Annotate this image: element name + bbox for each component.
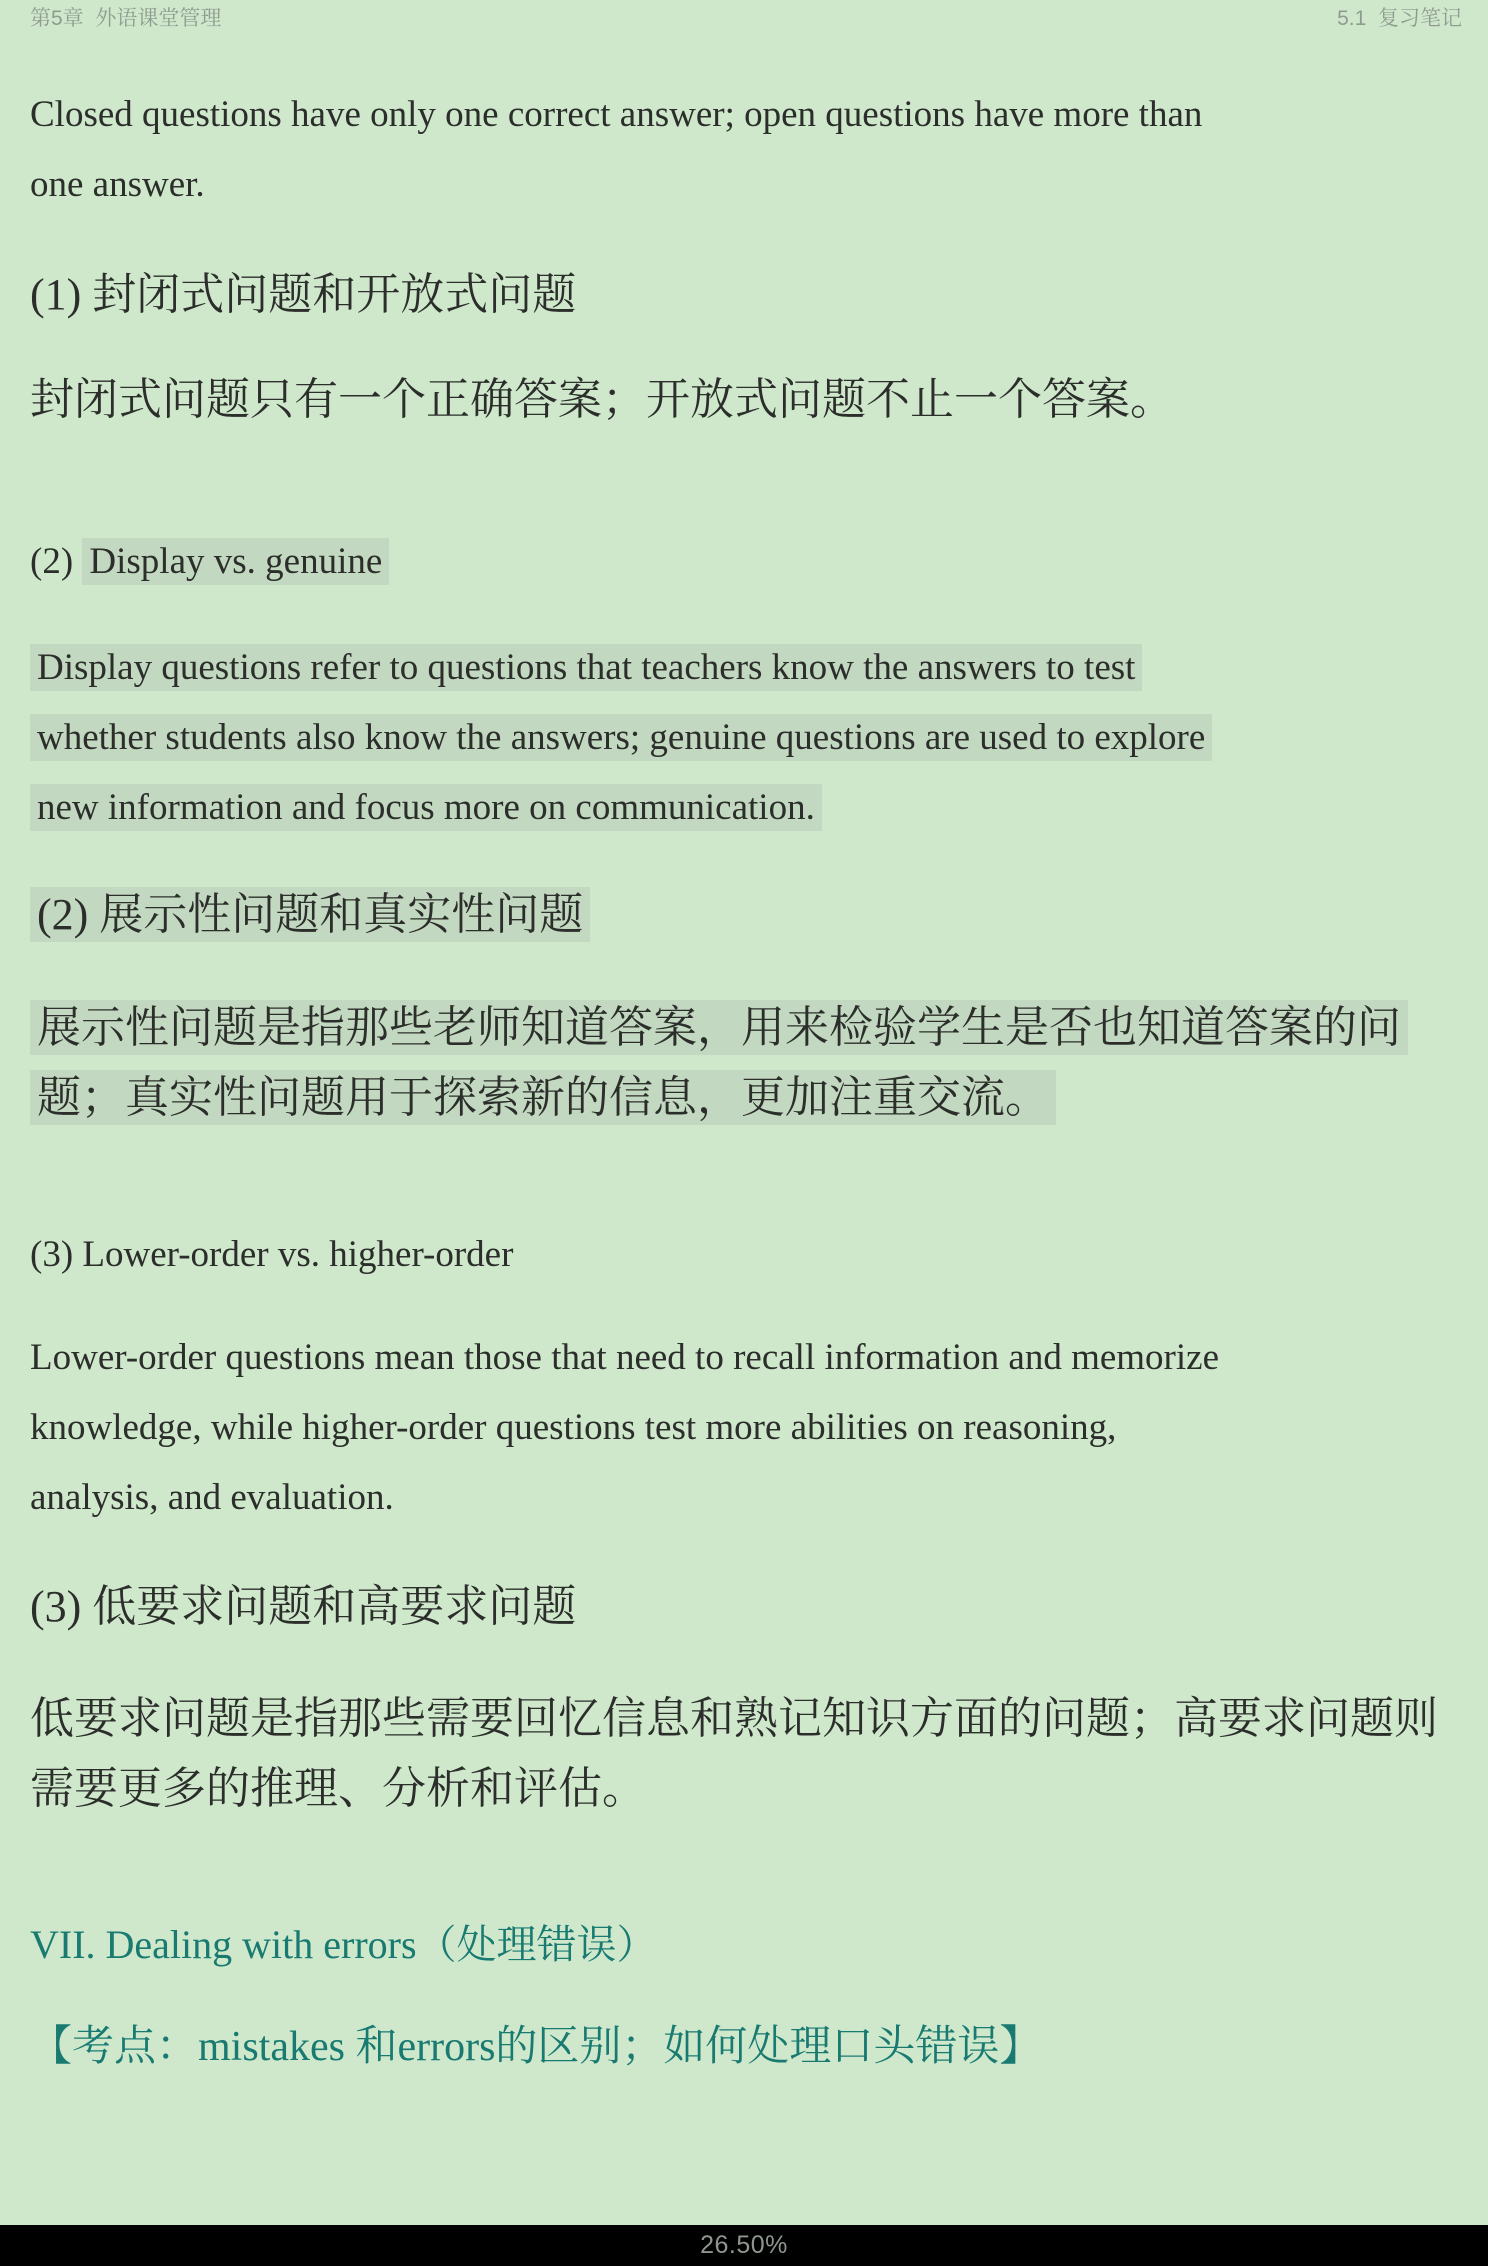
heading-number: (2)	[30, 541, 83, 582]
paragraph-display-genuine-cn	[30, 993, 1460, 1133]
text-line	[30, 773, 1460, 843]
paragraph-display-genuine-en	[30, 633, 1460, 843]
text-line: one answer.	[30, 164, 205, 205]
highlighted-text: new information and focus more on communication.	[30, 784, 822, 831]
highlighted-text: whether students also know the answers; genuine questions are used to explore	[30, 714, 1212, 761]
reading-content	[0, 40, 1488, 2082]
heading-1-cn	[30, 260, 1460, 330]
text-line	[30, 703, 1460, 773]
heading-3-cn	[30, 1572, 1460, 1642]
paragraph-order-en	[30, 1323, 1460, 1533]
highlighted-text: Display questions refer to questions that teachers know the answers to test	[30, 644, 1142, 691]
highlighted-text: 展示性问题是指那些老师知道答案，用来检验学生是否也知道答案的问	[30, 1000, 1408, 1055]
paragraph-closed-open-cn	[30, 365, 1460, 435]
text-line: 【考点：mistakes 和errors的区别；如何处理口头错误】	[30, 2024, 1042, 2070]
text-line: 封闭式问题只有一个正确答案；开放式问题不止一个答案。	[30, 375, 1174, 424]
text-line: Lower-order questions mean those that need to recall information and memorize	[30, 1337, 1220, 1378]
progress-percentage: 26.50%	[700, 2231, 788, 2259]
text-line: knowledge, while higher-order questions test more abilities on reasoning,	[30, 1407, 1117, 1448]
heading-7-dealing-with-errors	[30, 1910, 1460, 1980]
section-title: 5.1 复习笔记	[1337, 7, 1462, 30]
text-line	[30, 527, 1460, 597]
heading-2-en	[30, 527, 1460, 597]
text-line: (3) 低要求问题和高要求问题	[30, 1582, 577, 1631]
text-line: (1) 封闭式问题和开放式问题	[30, 270, 577, 319]
text-line	[30, 993, 1460, 1063]
text-line: 需要更多的推理、分析和评估。	[30, 1764, 646, 1813]
paragraph-order-cn	[30, 1684, 1460, 1824]
text-line	[30, 1063, 1460, 1133]
text-line	[30, 880, 1460, 950]
heading-2-cn	[30, 880, 1460, 950]
chapter-title: 第5章 外语课堂管理	[30, 7, 222, 30]
paragraph-closed-open-en	[30, 80, 1460, 220]
text-line	[30, 633, 1460, 703]
exam-point-note	[30, 2012, 1460, 2082]
text-line: (3) Lower-order vs. higher-order	[30, 1234, 514, 1275]
text-line: 低要求问题是指那些需要回忆信息和熟记知识方面的问题；高要求问题则	[30, 1694, 1438, 1743]
text-line: Closed questions have only one correct answer; open questions have more than	[30, 94, 1203, 135]
heading-3-en	[30, 1220, 1460, 1290]
progress-bar	[0, 2225, 1488, 2266]
highlighted-text: Display vs. genuine	[82, 538, 389, 585]
text-line: VII. Dealing with errors（处理错误）	[30, 1922, 657, 1967]
page-header	[0, 0, 1488, 40]
text-line: analysis, and evaluation.	[30, 1477, 394, 1518]
highlighted-text: (2) 展示性问题和真实性问题	[30, 887, 590, 942]
highlighted-text: 题；真实性问题用于探索新的信息，更加注重交流。	[30, 1070, 1056, 1125]
